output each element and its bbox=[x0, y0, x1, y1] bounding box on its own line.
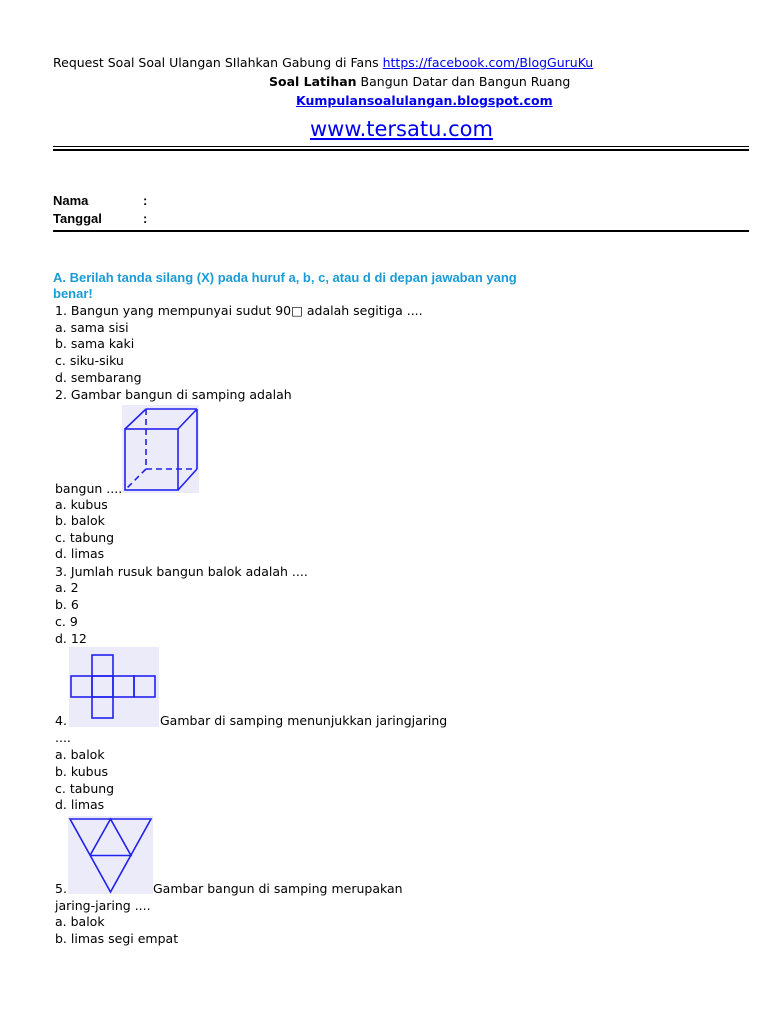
question-3-option-c: c. 9 bbox=[55, 614, 78, 629]
question-3-text: 3. Jumlah rusuk bangun balok adalah .... bbox=[55, 564, 308, 579]
question-4-continuation: .... bbox=[55, 730, 71, 745]
blog-link[interactable]: Kumpulansoalulangan.blogspot.com bbox=[296, 93, 553, 108]
question-5-option-b: b. limas segi empat bbox=[55, 931, 179, 946]
pyramid-net-icon bbox=[68, 816, 153, 894]
instruction-line-1: A. Berilah tanda silang (X) pada huruf a, b, c, atau d di depan jawaban yang bbox=[53, 270, 517, 285]
question-1-option-c: c. siku-siku bbox=[55, 353, 124, 368]
header-rule-thin bbox=[53, 146, 749, 147]
instruction-line-2: benar! bbox=[53, 286, 93, 301]
question-2-option-b: b. balok bbox=[55, 513, 105, 528]
question-2-text: 2. Gambar bangun di samping adalah bbox=[55, 387, 292, 402]
blog-line bbox=[296, 93, 553, 109]
question-3-option-d: d. 12 bbox=[55, 631, 87, 646]
question-2-option-c: c. tabung bbox=[55, 530, 115, 545]
question-4-option-d: d. limas bbox=[55, 797, 105, 812]
question-4-option-b: b. kubus bbox=[55, 764, 109, 779]
question-2-option-d: d. limas bbox=[55, 546, 105, 561]
header-rule-thick bbox=[53, 149, 749, 151]
question-1-text: 1. Bangun yang mempunyai sudut 90□ adalah segitiga .... bbox=[55, 303, 423, 318]
question-1-option-b: b. sama kaki bbox=[55, 336, 135, 351]
subtitle-rest: Bangun Datar dan Bangun Ruang bbox=[356, 74, 571, 89]
name-colon: : bbox=[143, 193, 148, 208]
question-5-text: Gambar bangun di samping merupakan bbox=[153, 881, 403, 896]
question-4-number: 4. bbox=[55, 713, 67, 728]
question-5-option-a: a. balok bbox=[55, 914, 105, 929]
question-2-continuation: bangun .... bbox=[55, 481, 123, 496]
question-3-option-a: a. 2 bbox=[55, 580, 79, 595]
request-text: Request Soal Soal Ulangan SIlahkan Gabung di Fans bbox=[53, 55, 383, 70]
subtitle-line bbox=[269, 74, 570, 90]
question-4-option-a: a. balok bbox=[55, 747, 105, 762]
cube-net-icon bbox=[69, 647, 159, 727]
question-5-continuation: jaring-jaring .... bbox=[55, 898, 151, 913]
question-2-option-a: a. kubus bbox=[55, 497, 108, 512]
question-4-text: Gambar di samping menunjukkan jaringjaring bbox=[160, 713, 448, 728]
question-1-option-a: a. sama sisi bbox=[55, 320, 129, 335]
date-label: Tanggal bbox=[53, 211, 102, 226]
date-colon: : bbox=[143, 211, 148, 226]
site-line bbox=[310, 116, 493, 142]
question-4-option-c: c. tabung bbox=[55, 781, 115, 796]
site-link[interactable]: www.tersatu.com bbox=[310, 117, 493, 141]
question-1-option-d: d. sembarang bbox=[55, 370, 142, 385]
request-line bbox=[53, 55, 593, 71]
cube-icon bbox=[122, 405, 199, 493]
question-5-number: 5. bbox=[55, 881, 67, 896]
facebook-link[interactable]: https://facebook.com/BlogGuruKu bbox=[382, 55, 594, 70]
section-a-instruction bbox=[53, 270, 523, 302]
subtitle-bold: Soal Latihan bbox=[269, 74, 357, 89]
name-label: Nama bbox=[53, 193, 89, 208]
question-3-option-b: b. 6 bbox=[55, 597, 79, 612]
form-rule bbox=[53, 230, 749, 232]
